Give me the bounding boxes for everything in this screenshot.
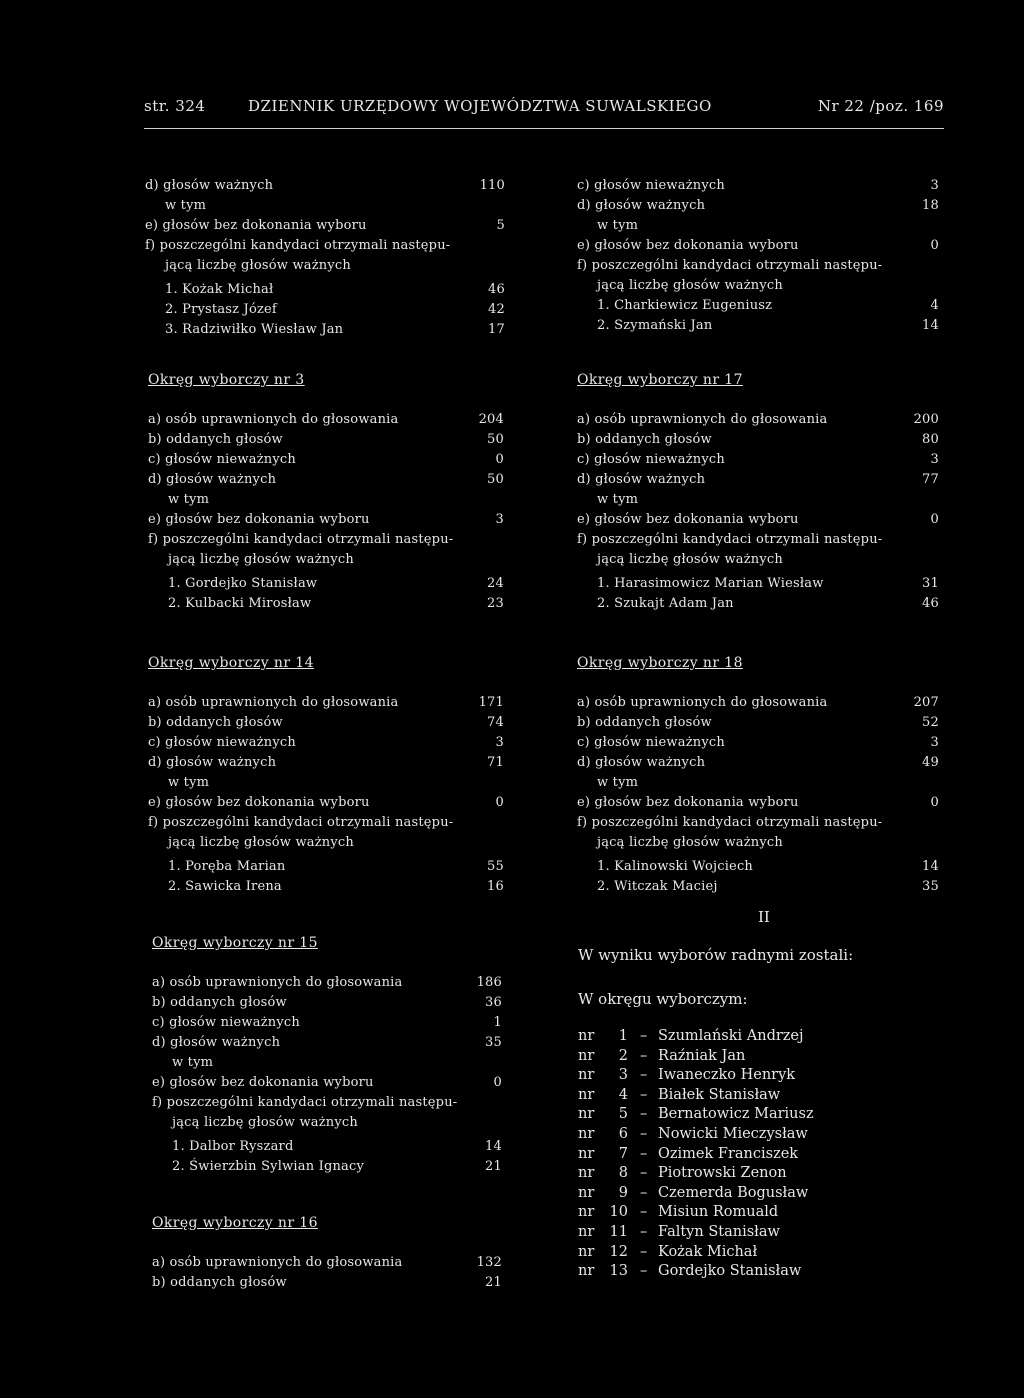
row-label: c) głosów nieważnych (577, 735, 725, 750)
row-label: 2. Witczak Maciej (597, 879, 718, 894)
item-nr-label: nr (578, 1223, 595, 1240)
row-value: 14 (922, 318, 939, 333)
result-row (152, 1137, 502, 1157)
item-nr-label: nr (578, 1106, 595, 1123)
row-value: 24 (487, 576, 504, 591)
item-number: 5 (618, 1106, 628, 1123)
row-value: 71 (487, 755, 504, 770)
page-header (144, 97, 944, 121)
item-number: 7 (618, 1145, 628, 1162)
row-value: 17 (488, 322, 505, 337)
row-label: d) głosów ważnych (577, 198, 706, 213)
row-value: 46 (488, 282, 505, 297)
section-continued-left (145, 176, 505, 340)
result-row (145, 216, 505, 236)
row-label: e) głosów bez dokonania wyboru (152, 1075, 374, 1090)
result-row (148, 574, 504, 594)
section-okreg-14 (148, 655, 504, 897)
result-row (577, 530, 939, 550)
result-row (148, 510, 504, 530)
result-row (145, 280, 505, 300)
results-intro: W wyniku wyborów radnymi zostali: (578, 946, 854, 964)
row-value: 0 (930, 512, 939, 527)
result-row (148, 410, 504, 430)
item-number: 8 (618, 1165, 628, 1182)
row-value: 110 (479, 178, 505, 193)
result-row (152, 1253, 502, 1273)
row-label: c) głosów nieważnych (577, 452, 725, 467)
elected-item (578, 1203, 898, 1223)
section-title: Okręg wyborczy nr 15 (152, 935, 318, 951)
section-roman-numeral: II (758, 908, 770, 926)
row-label: a) osób uprawnionych do głosowania (152, 975, 403, 990)
result-row (577, 430, 939, 450)
item-dash: – (640, 1204, 648, 1221)
section-title: Okręg wyborczy nr 18 (577, 655, 743, 671)
item-nr-label: nr (578, 1067, 595, 1084)
section-title: Okręg wyborczy nr 3 (148, 372, 305, 388)
item-number: 1 (618, 1028, 628, 1044)
elected-item (578, 1125, 898, 1145)
result-row (577, 296, 939, 316)
elected-item (578, 1086, 898, 1106)
row-label: c) głosów nieważnych (148, 452, 296, 467)
result-row (145, 176, 505, 196)
row-value: 0 (493, 1075, 502, 1090)
item-name: Bernatowicz Mariusz (658, 1106, 814, 1123)
row-label: jącą liczbę głosów ważnych (597, 835, 783, 850)
result-row (148, 550, 504, 570)
elected-item (578, 1223, 898, 1243)
item-nr-label: nr (578, 1243, 595, 1260)
row-label: w tym (597, 492, 639, 507)
result-row (577, 793, 939, 813)
row-value: 186 (476, 975, 502, 990)
item-nr-label: nr (578, 1047, 595, 1064)
result-row (577, 196, 939, 216)
row-value: 36 (485, 995, 502, 1010)
item-dash: – (640, 1263, 648, 1280)
item-dash: – (640, 1086, 648, 1103)
section-title: Okręg wyborczy nr 17 (577, 372, 743, 388)
result-row (145, 196, 505, 216)
result-row (152, 1013, 502, 1033)
item-number: 10 (609, 1204, 628, 1221)
header-rule (144, 128, 944, 129)
elected-item (578, 1243, 898, 1263)
result-row (145, 256, 505, 276)
result-row (577, 410, 939, 430)
row-label: a) osób uprawnionych do głosowania (577, 695, 828, 710)
elected-item (578, 1027, 898, 1047)
row-label: jącą liczbę głosów ważnych (172, 1115, 358, 1130)
item-number: 12 (609, 1243, 628, 1260)
elected-item (578, 1184, 898, 1204)
item-number: 6 (618, 1125, 628, 1142)
row-value: 200 (913, 412, 939, 427)
row-value: 4 (930, 298, 939, 313)
result-row (577, 877, 939, 897)
section-title: Okręg wyborczy nr 16 (152, 1215, 318, 1231)
row-label: f) poszczególni kandydaci otrzymali następu- (577, 532, 883, 547)
result-row (148, 713, 504, 733)
row-label: e) głosów bez dokonania wyboru (577, 238, 799, 253)
row-value: 80 (922, 432, 939, 447)
item-nr-label: nr (578, 1165, 595, 1182)
row-label: jącą liczbę głosów ważnych (168, 835, 354, 850)
row-label: f) poszczególni kandydaci otrzymali następu- (152, 1095, 458, 1110)
item-number: 9 (618, 1184, 628, 1201)
row-value: 21 (485, 1159, 502, 1174)
row-label: e) głosów bez dokonania wyboru (145, 218, 367, 233)
row-label: b) oddanych głosów (148, 715, 283, 730)
section-okreg-18 (577, 655, 939, 897)
item-name: Czemerda Bogusław (658, 1184, 809, 1201)
result-row (577, 236, 939, 256)
item-name: Misiun Romuald (658, 1204, 779, 1221)
section-okreg-16 (152, 1215, 502, 1293)
row-value: 18 (922, 198, 939, 213)
row-label: w tym (165, 198, 207, 213)
row-value: 3 (495, 512, 504, 527)
result-row (148, 753, 504, 773)
result-row (152, 973, 502, 993)
result-row (148, 733, 504, 753)
row-label: b) oddanych głosów (577, 432, 712, 447)
item-nr-label: nr (578, 1028, 595, 1044)
item-nr-label: nr (578, 1086, 595, 1103)
row-label: 2. Szymański Jan (597, 318, 713, 333)
result-row (577, 470, 939, 490)
item-dash: – (640, 1165, 648, 1182)
row-label: w tym (597, 218, 639, 233)
result-row (152, 993, 502, 1013)
row-label: jącą liczbę głosów ważnych (165, 258, 351, 273)
row-value: 204 (478, 412, 504, 427)
result-row (152, 1273, 502, 1293)
item-nr-label: nr (578, 1145, 595, 1162)
row-label: 3. Radziwiłko Wiesław Jan (165, 322, 344, 337)
item-name: Kożak Michał (658, 1243, 758, 1260)
item-number: 4 (618, 1086, 628, 1103)
row-label: b) oddanych głosów (152, 1275, 287, 1290)
row-label: d) głosów ważnych (577, 755, 706, 770)
row-label: f) poszczególni kandydaci otrzymali następu- (577, 258, 883, 273)
row-label: 1. Kożak Michał (165, 282, 274, 297)
item-dash: – (640, 1145, 648, 1162)
item-name: Szumlański Andrzej (658, 1028, 804, 1044)
row-value: 0 (495, 452, 504, 467)
result-row (577, 857, 939, 877)
row-value: 50 (487, 472, 504, 487)
row-value: 1 (493, 1015, 502, 1030)
result-row (148, 793, 504, 813)
journal-title: DZIENNIK URZĘDOWY WOJEWÓDZTWA SUWALSKIEGO (248, 97, 712, 115)
row-value: 3 (930, 452, 939, 467)
row-label: e) głosów bez dokonania wyboru (148, 795, 370, 810)
result-row (577, 550, 939, 570)
result-row (148, 813, 504, 833)
row-value: 35 (485, 1035, 502, 1050)
row-value: 74 (487, 715, 504, 730)
item-name: Iwaneczko Henryk (658, 1067, 796, 1084)
result-row (577, 813, 939, 833)
row-value: 171 (478, 695, 504, 710)
row-label: e) głosów bez dokonania wyboru (148, 512, 370, 527)
row-label: a) osób uprawnionych do głosowania (148, 412, 399, 427)
item-dash: – (640, 1184, 648, 1201)
item-name: Nowicki Mieczysław (658, 1125, 808, 1142)
elected-item (578, 1145, 898, 1165)
row-label: f) poszczególni kandydaci otrzymali następu- (148, 815, 454, 830)
row-label: 2. Świerzbin Sylwian Ignacy (172, 1159, 365, 1174)
row-value: 3 (930, 735, 939, 750)
row-value: 50 (487, 432, 504, 447)
elected-item (578, 1047, 898, 1067)
row-label: a) osób uprawnionych do głosowania (577, 412, 828, 427)
row-label: c) głosów nieważnych (148, 735, 296, 750)
row-label: w tym (172, 1055, 214, 1070)
result-row (152, 1073, 502, 1093)
elected-councillors-list (578, 1027, 898, 1282)
result-row (152, 1093, 502, 1113)
item-number: 3 (618, 1067, 628, 1084)
row-label: d) głosów ważnych (152, 1035, 281, 1050)
item-nr-label: nr (578, 1204, 595, 1221)
row-label: 2. Prystasz Józef (165, 302, 277, 317)
row-label: 1. Harasimowicz Marian Wiesław (597, 576, 824, 591)
item-number: 2 (618, 1047, 628, 1064)
issue-number: Nr 22 /poz. 169 (817, 97, 944, 115)
item-dash: – (640, 1243, 648, 1260)
result-row (148, 470, 504, 490)
item-dash: – (640, 1125, 648, 1142)
row-label: f) poszczególni kandydaci otrzymali następu- (148, 532, 454, 547)
row-value: 77 (922, 472, 939, 487)
row-label: a) osób uprawnionych do głosowania (148, 695, 399, 710)
section-okreg-3 (148, 372, 504, 614)
result-row (577, 490, 939, 510)
row-label: d) głosów ważnych (148, 472, 277, 487)
row-value: 0 (930, 795, 939, 810)
item-dash: – (640, 1028, 648, 1044)
row-label: 1. Dalbor Ryszard (172, 1139, 294, 1154)
row-label: jącą liczbę głosów ważnych (168, 552, 354, 567)
item-name: Ozimek Franciszek (658, 1145, 799, 1162)
results-okreg-heading: W okręgu wyborczym: (578, 990, 748, 1008)
result-row (577, 753, 939, 773)
row-value: 49 (922, 755, 939, 770)
result-row (152, 1157, 502, 1177)
item-dash: – (640, 1047, 648, 1064)
row-label: e) głosów bez dokonania wyboru (577, 795, 799, 810)
result-row (145, 320, 505, 340)
row-value: 42 (488, 302, 505, 317)
row-label: f) poszczególni kandydaci otrzymali następu- (577, 815, 883, 830)
row-value: 23 (487, 596, 504, 611)
result-row (577, 773, 939, 793)
item-number: 11 (609, 1223, 628, 1240)
row-value: 14 (485, 1139, 502, 1154)
row-label: 1. Charkiewicz Eugeniusz (597, 298, 773, 313)
result-row (152, 1113, 502, 1133)
result-row (148, 430, 504, 450)
row-value: 0 (930, 238, 939, 253)
result-row (148, 594, 504, 614)
item-number: 13 (609, 1263, 628, 1280)
item-name: Piotrowski Zenon (658, 1165, 787, 1182)
result-row (148, 857, 504, 877)
row-value: 16 (487, 879, 504, 894)
result-row (148, 773, 504, 793)
elected-item (578, 1066, 898, 1086)
result-row (148, 490, 504, 510)
section-continued-right (577, 176, 939, 336)
result-row (148, 693, 504, 713)
row-label: a) osób uprawnionych do głosowania (152, 1255, 403, 1270)
row-label: 1. Poręba Marian (168, 859, 286, 874)
section-title: Okręg wyborczy nr 14 (148, 655, 314, 671)
row-value: 3 (930, 178, 939, 193)
result-row (152, 1033, 502, 1053)
result-row (577, 316, 939, 336)
elected-item (578, 1105, 898, 1125)
item-name: Raźniak Jan (658, 1047, 746, 1064)
result-row (577, 713, 939, 733)
result-row (148, 833, 504, 853)
row-label: b) oddanych głosów (148, 432, 283, 447)
row-label: d) głosów ważnych (148, 755, 277, 770)
item-nr-label: nr (578, 1263, 595, 1280)
row-value: 0 (495, 795, 504, 810)
result-row (577, 450, 939, 470)
row-value: 14 (922, 859, 939, 874)
item-dash: – (640, 1223, 648, 1240)
row-label: e) głosów bez dokonania wyboru (577, 512, 799, 527)
row-label: 1. Gordejko Stanisław (168, 576, 318, 591)
item-nr-label: nr (578, 1125, 595, 1142)
result-row (145, 236, 505, 256)
result-row (577, 833, 939, 853)
item-dash: – (640, 1067, 648, 1084)
result-row (577, 216, 939, 236)
row-value: 21 (485, 1275, 502, 1290)
row-value: 31 (922, 576, 939, 591)
elected-item (578, 1164, 898, 1184)
result-row (148, 450, 504, 470)
row-value: 55 (487, 859, 504, 874)
item-nr-label: nr (578, 1184, 595, 1201)
result-row (577, 276, 939, 296)
row-label: w tym (168, 492, 210, 507)
row-value: 3 (495, 735, 504, 750)
result-row (577, 733, 939, 753)
row-label: w tym (597, 775, 639, 790)
result-row (577, 574, 939, 594)
row-label: 2. Kulbacki Mirosław (168, 596, 312, 611)
result-row (577, 594, 939, 614)
row-label: 2. Szukajt Adam Jan (597, 596, 734, 611)
result-row (145, 300, 505, 320)
item-name: Faltyn Stanisław (658, 1223, 780, 1240)
item-name: Białek Stanisław (658, 1086, 781, 1103)
result-row (577, 693, 939, 713)
row-label: jącą liczbę głosów ważnych (597, 278, 783, 293)
row-value: 207 (913, 695, 939, 710)
section-okreg-17 (577, 372, 939, 614)
row-label: d) głosów ważnych (145, 178, 274, 193)
row-value: 52 (922, 715, 939, 730)
result-row (152, 1053, 502, 1073)
row-label: jącą liczbę głosów ważnych (597, 552, 783, 567)
row-label: w tym (168, 775, 210, 790)
result-row (577, 510, 939, 530)
row-label: b) oddanych głosów (152, 995, 287, 1010)
row-label: c) głosów nieważnych (577, 178, 725, 193)
row-value: 46 (922, 596, 939, 611)
row-value: 132 (476, 1255, 502, 1270)
row-value: 35 (922, 879, 939, 894)
row-label: 2. Sawicka Irena (168, 879, 282, 894)
row-label: f) poszczególni kandydaci otrzymali następu- (145, 238, 451, 253)
result-row (577, 176, 939, 196)
row-value: 5 (496, 218, 505, 233)
result-row (148, 877, 504, 897)
row-label: c) głosów nieważnych (152, 1015, 300, 1030)
row-label: d) głosów ważnych (577, 472, 706, 487)
elected-item (578, 1262, 898, 1282)
section-okreg-15 (152, 935, 502, 1177)
row-label: b) oddanych głosów (577, 715, 712, 730)
result-row (148, 530, 504, 550)
row-label: 1. Kalinowski Wojciech (597, 859, 754, 874)
page-number: str. 324 (144, 97, 206, 115)
item-dash: – (640, 1106, 648, 1123)
result-row (577, 256, 939, 276)
item-name: Gordejko Stanisław (658, 1263, 802, 1280)
